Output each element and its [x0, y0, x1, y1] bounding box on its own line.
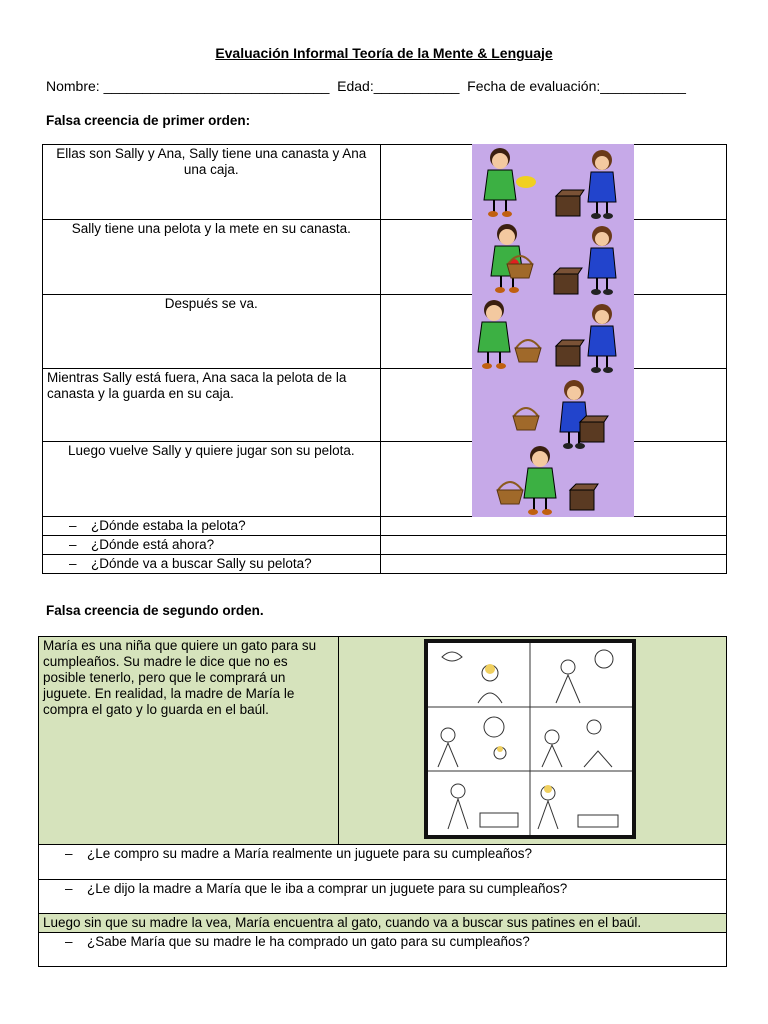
story-cell — [43, 145, 381, 220]
question-cell — [43, 517, 381, 536]
story-cell — [43, 442, 381, 517]
answer-cell[interactable] — [380, 517, 726, 536]
question-text-2: ¿Dónde está ahora? — [91, 537, 215, 552]
dash-mark: – — [65, 934, 73, 949]
dash-mark: – — [65, 846, 73, 861]
box-icon — [556, 340, 584, 366]
dash-mark: – — [69, 556, 77, 571]
story-text-3: Después se va. — [164, 296, 258, 311]
question-text-1: ¿Dónde estaba la pelota? — [91, 518, 246, 533]
continuation-cell — [39, 914, 727, 933]
box-icon — [556, 190, 584, 216]
dash-mark: – — [69, 537, 77, 552]
header-fields-line: Nombre: _____________________________ Edad:___________ Fecha de evaluación:___________ — [46, 78, 686, 94]
story-cell — [43, 295, 381, 369]
answer-cell[interactable] — [380, 555, 726, 574]
question-cell — [39, 845, 727, 880]
question-text-6: ¿Sabe María que su madre le ha comprado un gato para su cumpleaños? — [87, 934, 530, 949]
continuation-text: Luego sin que su madre la vea, María encuentra al gato, cuando va a buscar sus patines en el baúl. — [43, 915, 642, 930]
box-icon — [570, 484, 598, 510]
story-text-1: Ellas son Sally y Ana, Sally tiene una canasta y Ana una caja. — [56, 146, 367, 177]
question-cell — [43, 555, 381, 574]
box-icon — [554, 268, 582, 294]
question-cell — [39, 880, 727, 914]
document-title: Evaluación Informal Teoría de la Mente & Lenguaje — [215, 45, 553, 61]
sally-anne-illustration — [472, 144, 634, 517]
box-icon — [580, 416, 608, 442]
story-text-5: Luego vuelve Sally y quiere jugar son su pelota. — [67, 443, 355, 458]
section1-title: Falsa creencia de primer orden: — [46, 113, 251, 128]
section2-title: Falsa creencia de segundo orden. — [46, 603, 264, 618]
story-cell — [43, 369, 381, 442]
comic-panels — [428, 643, 632, 835]
story-cell — [39, 637, 339, 845]
basket-item — [516, 176, 536, 188]
story-text-2: Sally tiene una pelota y la mete en su canasta. — [71, 221, 351, 236]
story-text-4: Mientras Sally está fuera, Ana saca la pelota de la canasta y la guarda en su caja. — [47, 370, 347, 401]
question-text-5: ¿Le dijo la madre a María que le iba a comprar un juguete para su cumpleaños? — [87, 881, 568, 896]
answer-cell[interactable] — [380, 536, 726, 555]
dash-mark: – — [69, 518, 77, 533]
comic-strip-image — [424, 639, 636, 839]
story-text-maria: María es una niña que quiere un gato para su cumpleaños. Su madre le dice que no es posible tenerlo, pero que le comprará un juguete. En realidad, la madre de María le compra el gato y lo guarda en el baúl. — [43, 638, 317, 717]
dash-mark: – — [65, 881, 73, 896]
question-cell — [43, 536, 381, 555]
question-text-4: ¿Le compro su madre a María realmente un juguete para su cumpleaños? — [87, 846, 532, 861]
question-text-3: ¿Dónde va a buscar Sally su pelota? — [91, 556, 312, 571]
question-cell — [39, 933, 727, 967]
story-cell — [43, 220, 381, 295]
